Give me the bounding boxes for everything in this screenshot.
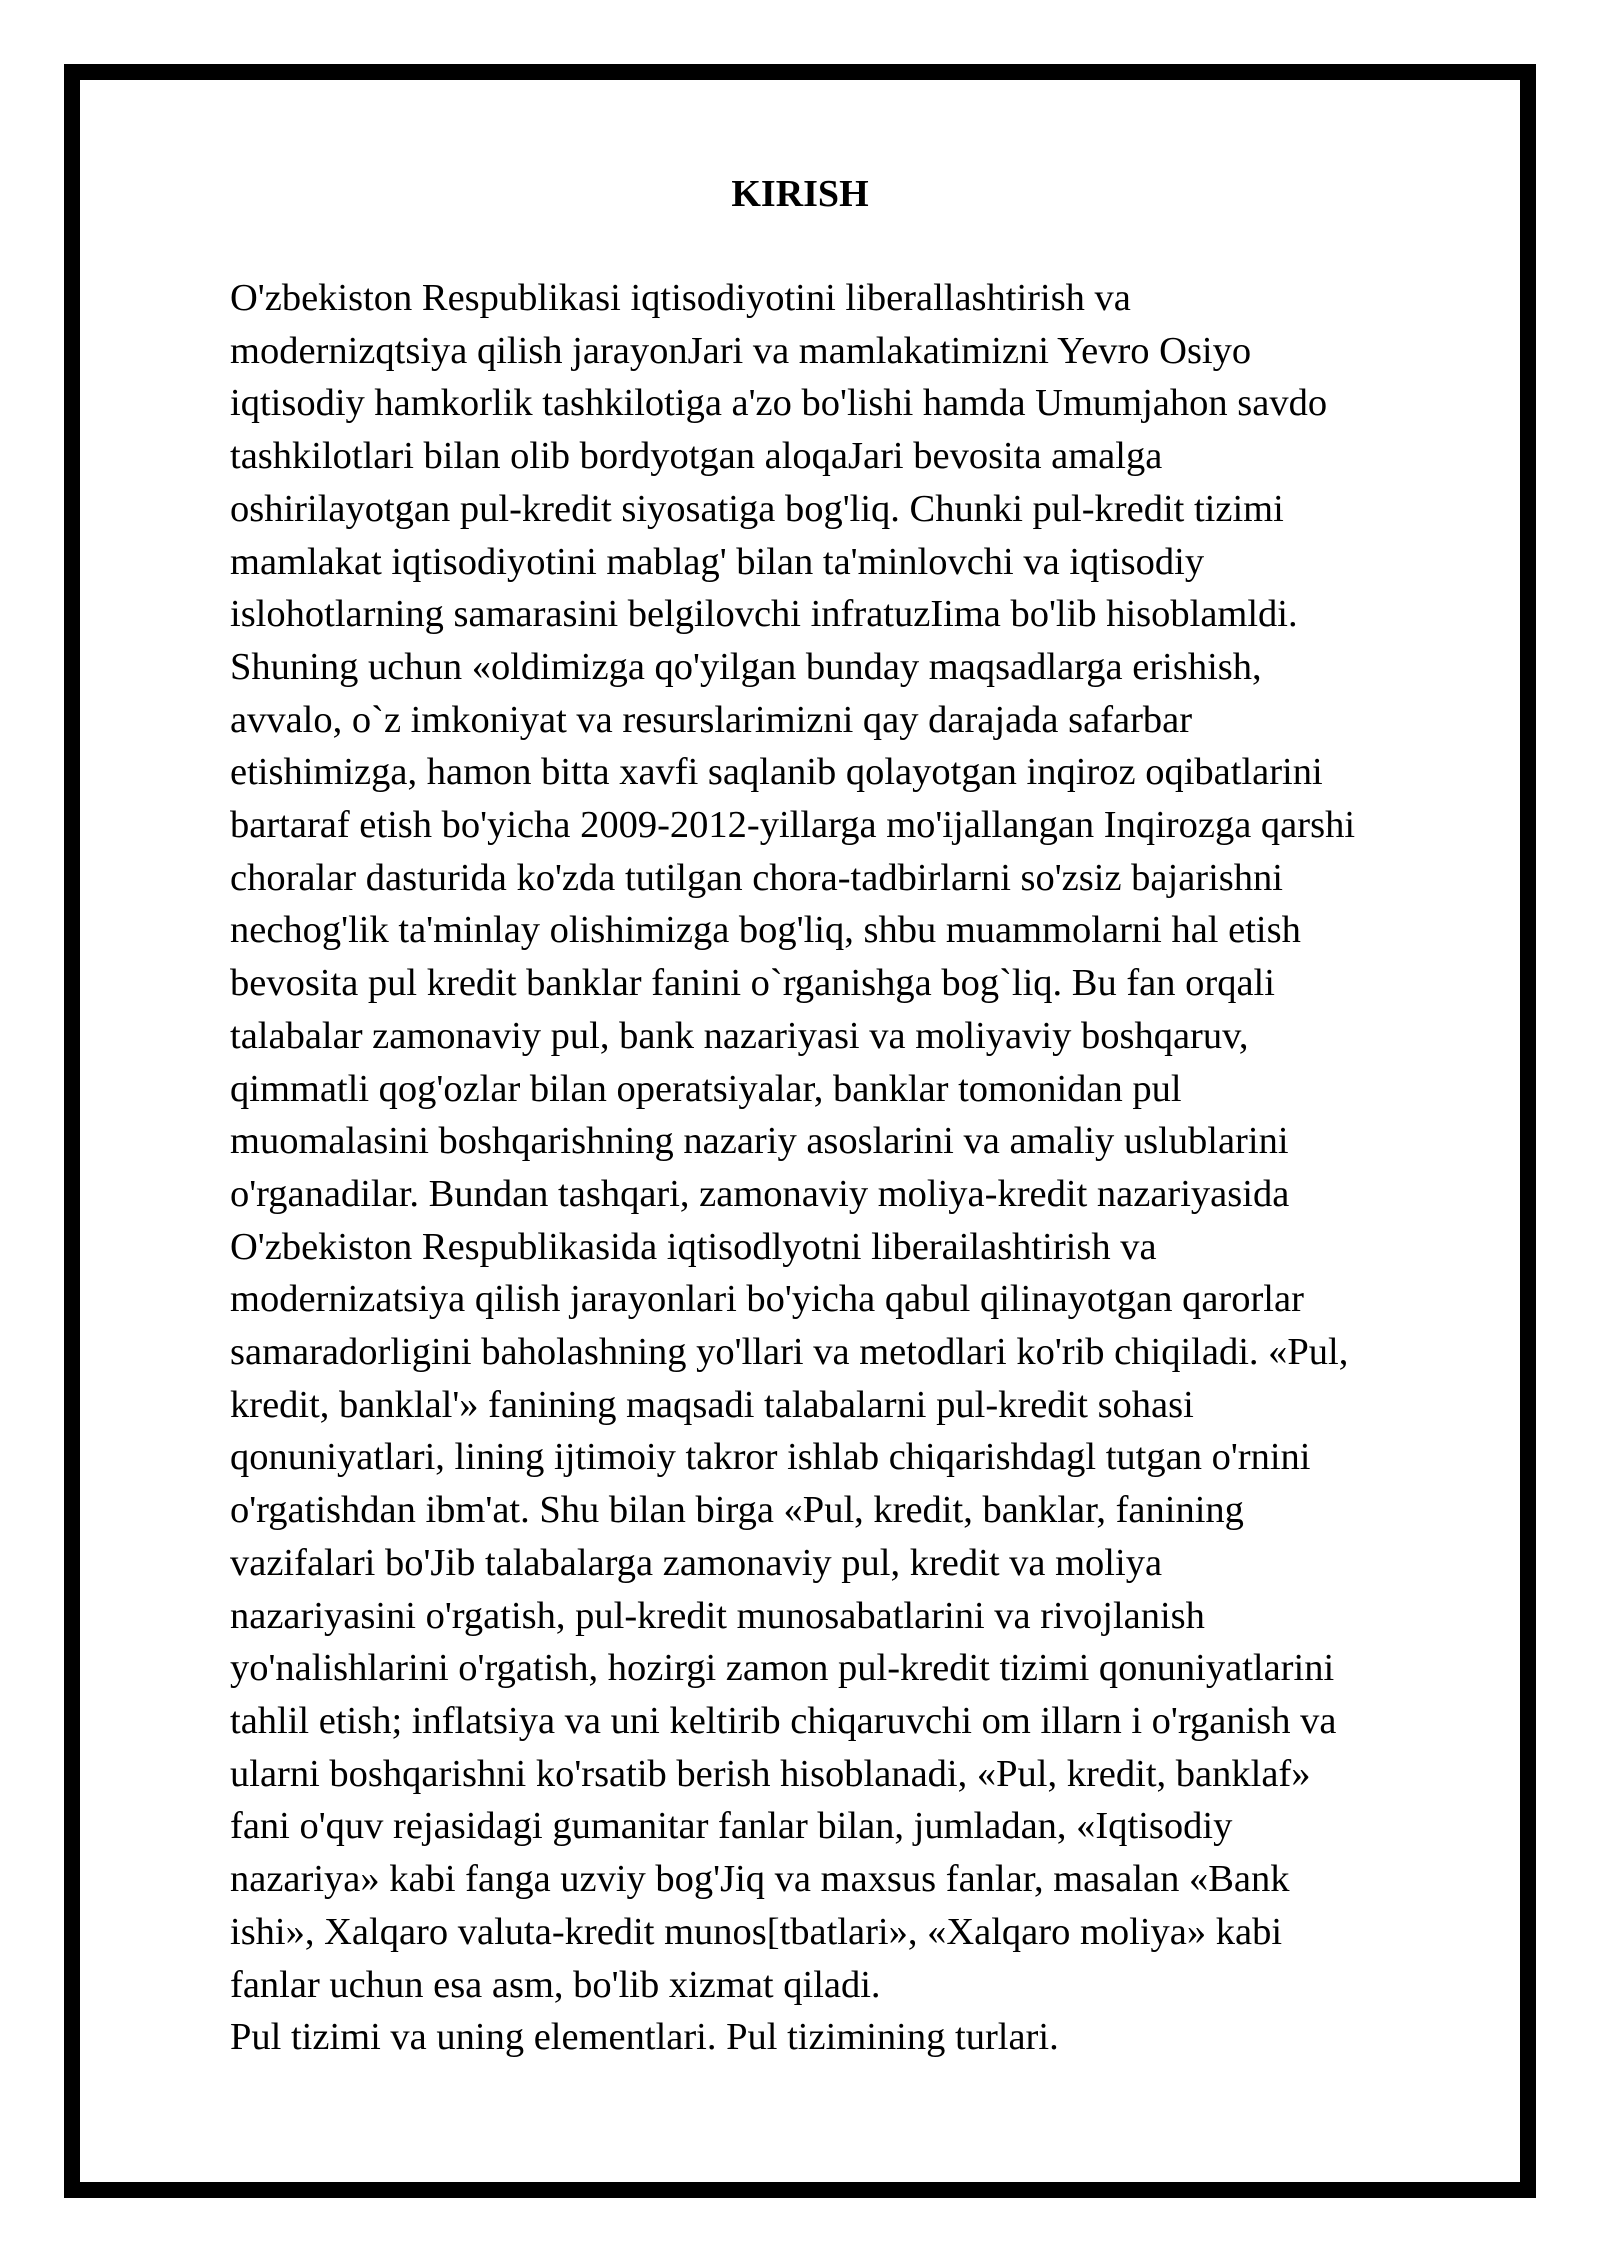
body-line: Shuning uchun «oldimizga qo'yilgan bunday maqsadlarga erishish, <box>230 645 1262 688</box>
body-line: iqtisodiy hamkorlik tashkilotiga a'zo bo'lishi hamda Umumjahon savdo <box>230 382 1328 425</box>
body-line: tahlil etish; inflatsiya va uni keltirib chiqaruvchi om illarn i o'rganish va <box>230 1699 1337 1742</box>
body-line: o'rgatishdan ibm'at. Shu bilan birga «Pul, kredit, banklar, fanining <box>230 1489 1244 1532</box>
body-line: modernizqtsiya qilish jarayonJari va mamlakatimizni Yevro Osiyo <box>230 329 1252 372</box>
document-title: KIRISH <box>731 173 869 215</box>
body-line: choralar dasturida ko'zda tutilgan chora-tadbirlarni so'zsiz bajarishni <box>230 856 1283 899</box>
body-line: samaradorligini baholashning yo'llari va metodlari ko'rib chiqiladi. «Pul, <box>230 1331 1349 1374</box>
body-line: nazariyasini o'rgatish, pul-kredit munosabatlarini va rivojlanish <box>230 1594 1205 1637</box>
body-line: kredit, banklal'» fanining maqsadi talabalarni pul-kredit sohasi <box>230 1383 1194 1426</box>
body-line: ishi», Xalqaro valuta-kredit munos[tbatlari», «Xalqaro moliya» kabi <box>230 1910 1283 1953</box>
body-line: qimmatli qog'ozlar bilan operatsiyalar, banklar tomonidan pul <box>230 1067 1182 1110</box>
body-line: O'zbekiston Respublikasida iqtisodlyotni liberailashtirish va <box>230 1225 1157 1268</box>
body-line: fani o'quv rejasidagi gumanitar fanlar bilan, jumladan, «Iqtisodiy <box>230 1805 1233 1848</box>
body-line: oshirilayotgan pul-kredit siyosatiga bog'liq. Chunki pul-kredit tizimi <box>230 487 1284 530</box>
body-line: tashkilotlari bilan olib bordyotgan aloqaJari bevosita amalga <box>230 435 1163 478</box>
body-line: O'zbekiston Respublikasi iqtisodiyotini liberallashtirish va <box>230 277 1131 319</box>
body-line: talabalar zamonaviy pul, bank nazariyasi va moliyaviy boshqaruv, <box>230 1014 1249 1057</box>
body-line: bartaraf etish bo'yicha 2009-2012-yillarga mo'ijallangan Inqirozga qarshi <box>230 804 1356 847</box>
body-line: o'rganadilar. Bundan tashqari, zamonaviy moliya-kredit nazariyasida <box>230 1172 1290 1215</box>
body-line: islohotlarning samarasini belgilovchi infratuzIima bo'lib hisoblamldi. <box>230 593 1298 636</box>
body-line: bevosita pul kredit banklar fanini o`rganishga bog`liq. Bu fan orqali <box>230 962 1275 1005</box>
body-line: etishimizga, hamon bitta xavfi saqlanib qolayotgan inqiroz oqibatlarini <box>230 751 1323 794</box>
body-line: modernizatsiya qilish jarayonlari bo'yicha qabul qilinayotgan qarorlar <box>230 1278 1304 1321</box>
document-body <box>230 272 1570 2064</box>
body-line: Pul tizimi va uning elementlari. Pul tizimining turlari. <box>230 2016 1059 2059</box>
body-line: muomalasini boshqarishning nazariy asoslarini va amaliy uslublarini <box>230 1120 1289 1163</box>
page-frame <box>64 64 1536 2198</box>
body-line: qonuniyatlari, lining ijtimoiy takror ishlab chiqarishdagl tutgan o'rnini <box>230 1436 1311 1479</box>
body-line: yo'nalishlarini o'rgatish, hozirgi zamon pul-kredit tizimi qonuniyatlarini <box>230 1647 1335 1690</box>
body-line: nechog'lik ta'minlay olishimizga bog'liq, shbu muammolarni hal etish <box>230 909 1301 952</box>
body-line: nazariya» kabi fanga uzviy bog'Jiq va maxsus fanlar, masalan «Bank <box>230 1858 1290 1901</box>
body-line: avvalo, o`z imkoniyat va resurslarimizni qay darajada safarbar <box>230 698 1193 741</box>
body-line: mamlakat iqtisodiyotini mablag' bilan ta'minlovchi va iqtisodiy <box>230 540 1205 583</box>
body-line: vazifalari bo'Jib talabalarga zamonaviy pul, kredit va moliya <box>230 1541 1163 1584</box>
body-line: ularni boshqarishni ko'rsatib berish hisoblanadi, «Pul, kredit, banklaf» <box>230 1752 1311 1795</box>
body-line: fanlar uchun esa asm, bo'lib xizmat qiladi. <box>230 1963 881 2006</box>
